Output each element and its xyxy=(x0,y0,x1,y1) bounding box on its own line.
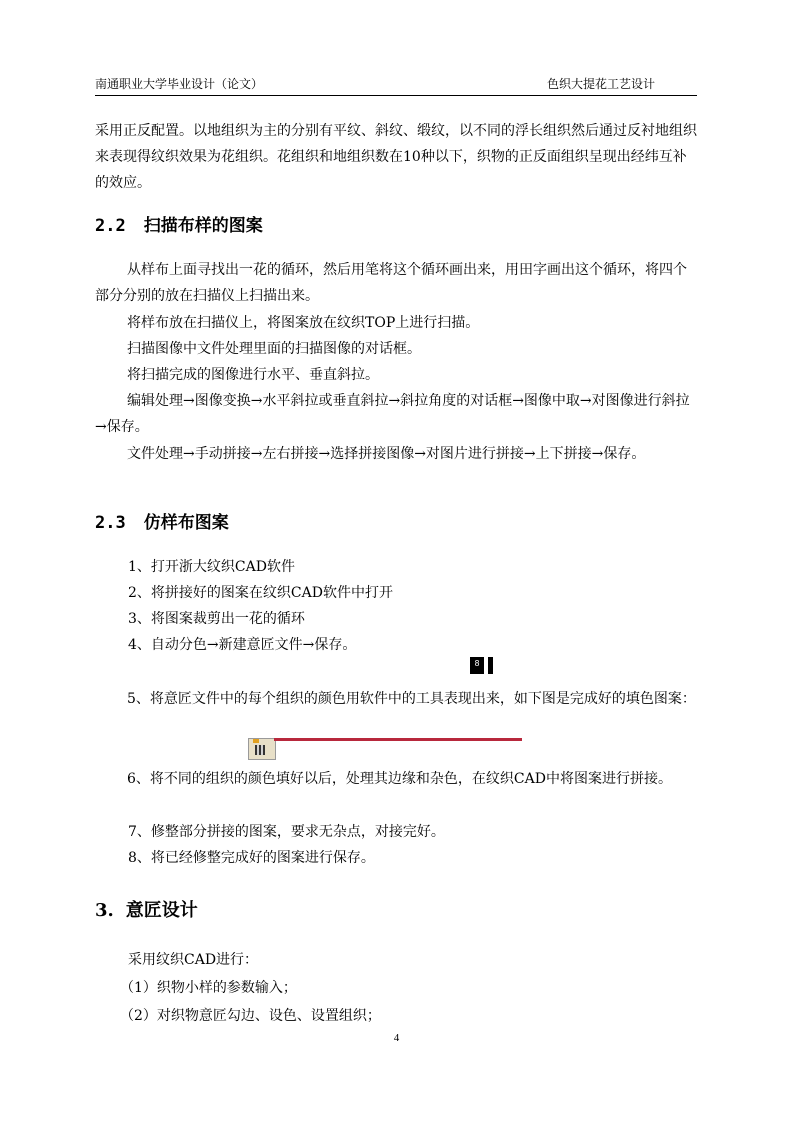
paragraph: 采用纹织CAD进行： xyxy=(128,952,259,968)
paragraph: 将扫描完成的图像进行水平、垂直斜拉。 xyxy=(127,367,379,383)
embedded-image-edge xyxy=(274,738,522,741)
section-title: 扫描布样的图案 xyxy=(143,216,263,236)
embedded-image-thumbnail: 8 xyxy=(470,657,484,674)
section-heading-3 xyxy=(95,898,198,924)
list-item: 3、将图案裁剪出一花的循环 xyxy=(128,611,305,627)
section-heading-2-2 xyxy=(95,214,263,238)
intro-paragraph: 采用正反配置。以地组织为主的分别有平纹、斜纹、缎纹，以不同的浮长组织然后通过反衬地组织来表现得纹织效果为花组织。花组织和地组织数在10种以下，织物的正反面组织呈现出经纬互补的效应。 xyxy=(95,123,697,191)
list-item: 1、打开浙大纹织CAD软件 xyxy=(128,559,295,575)
paragraph: 扫描图像中文件处理里面的扫描图像的对话框。 xyxy=(127,341,421,357)
paragraph: 文件处理→手动拼接→左右拼接→选择拼接图像→对图片进行拼接→上下拼接→保存。 xyxy=(127,446,646,462)
page-number: 4 xyxy=(393,1032,400,1044)
list-item: 7、修整部分拼接的图案，要求无杂点，对接完好。 xyxy=(128,824,445,840)
paragraph: 6、将不同的组织的颜色填好以后，处理其边缘和杂色，在纹织CAD中将图案进行拼接。 xyxy=(127,771,672,787)
embedded-image-fragment xyxy=(488,657,493,674)
section-title: 意匠设计 xyxy=(125,900,198,921)
toolbar-icon-top xyxy=(253,739,259,743)
section-number: 2.2 xyxy=(95,216,126,236)
list-item: 4、自动分色→新建意匠文件→保存。 xyxy=(128,637,357,653)
section-number: 2.3 xyxy=(95,513,126,533)
list-item: 8、将已经修整完成好的图案进行保存。 xyxy=(128,850,375,866)
section-title: 仿样布图案 xyxy=(143,513,229,533)
header-left: 南通职业大学毕业设计（论文） xyxy=(95,77,264,91)
list-item: （1）织物小样的参数输入； xyxy=(120,980,297,996)
paragraph: 从样布上面寻找出一花的循环，然后用笔将这个循环画出来，用田字画出这个循环，将四个部分分别的放在扫描仪上扫描出来。 xyxy=(95,262,687,304)
paragraph: 编辑处理→图像变换→水平斜拉或垂直斜拉→斜拉角度的对话框→图像中取→对图像进行斜拉→保存。 xyxy=(95,393,690,435)
page-header xyxy=(95,75,697,96)
paragraph: 5、将意匠文件中的每个组织的颜色用软件中的工具表现出来，如下图是完成好的填色图案： xyxy=(127,691,696,707)
section-heading-2-3 xyxy=(95,511,229,535)
software-toolbar-icon xyxy=(248,738,276,760)
section-number: 3. xyxy=(95,900,114,921)
list-item: 2、将拼接好的图案在纹织CAD软件中打开 xyxy=(128,585,393,601)
list-item: （2）对织物意匠勾边、设色、设置组织； xyxy=(120,1008,381,1024)
paragraph: 将样布放在扫描仪上，将图案放在纹织TOP上进行扫描。 xyxy=(127,315,480,331)
grid-icon xyxy=(255,745,265,755)
header-right: 色织大提花工艺设计 xyxy=(546,77,655,91)
